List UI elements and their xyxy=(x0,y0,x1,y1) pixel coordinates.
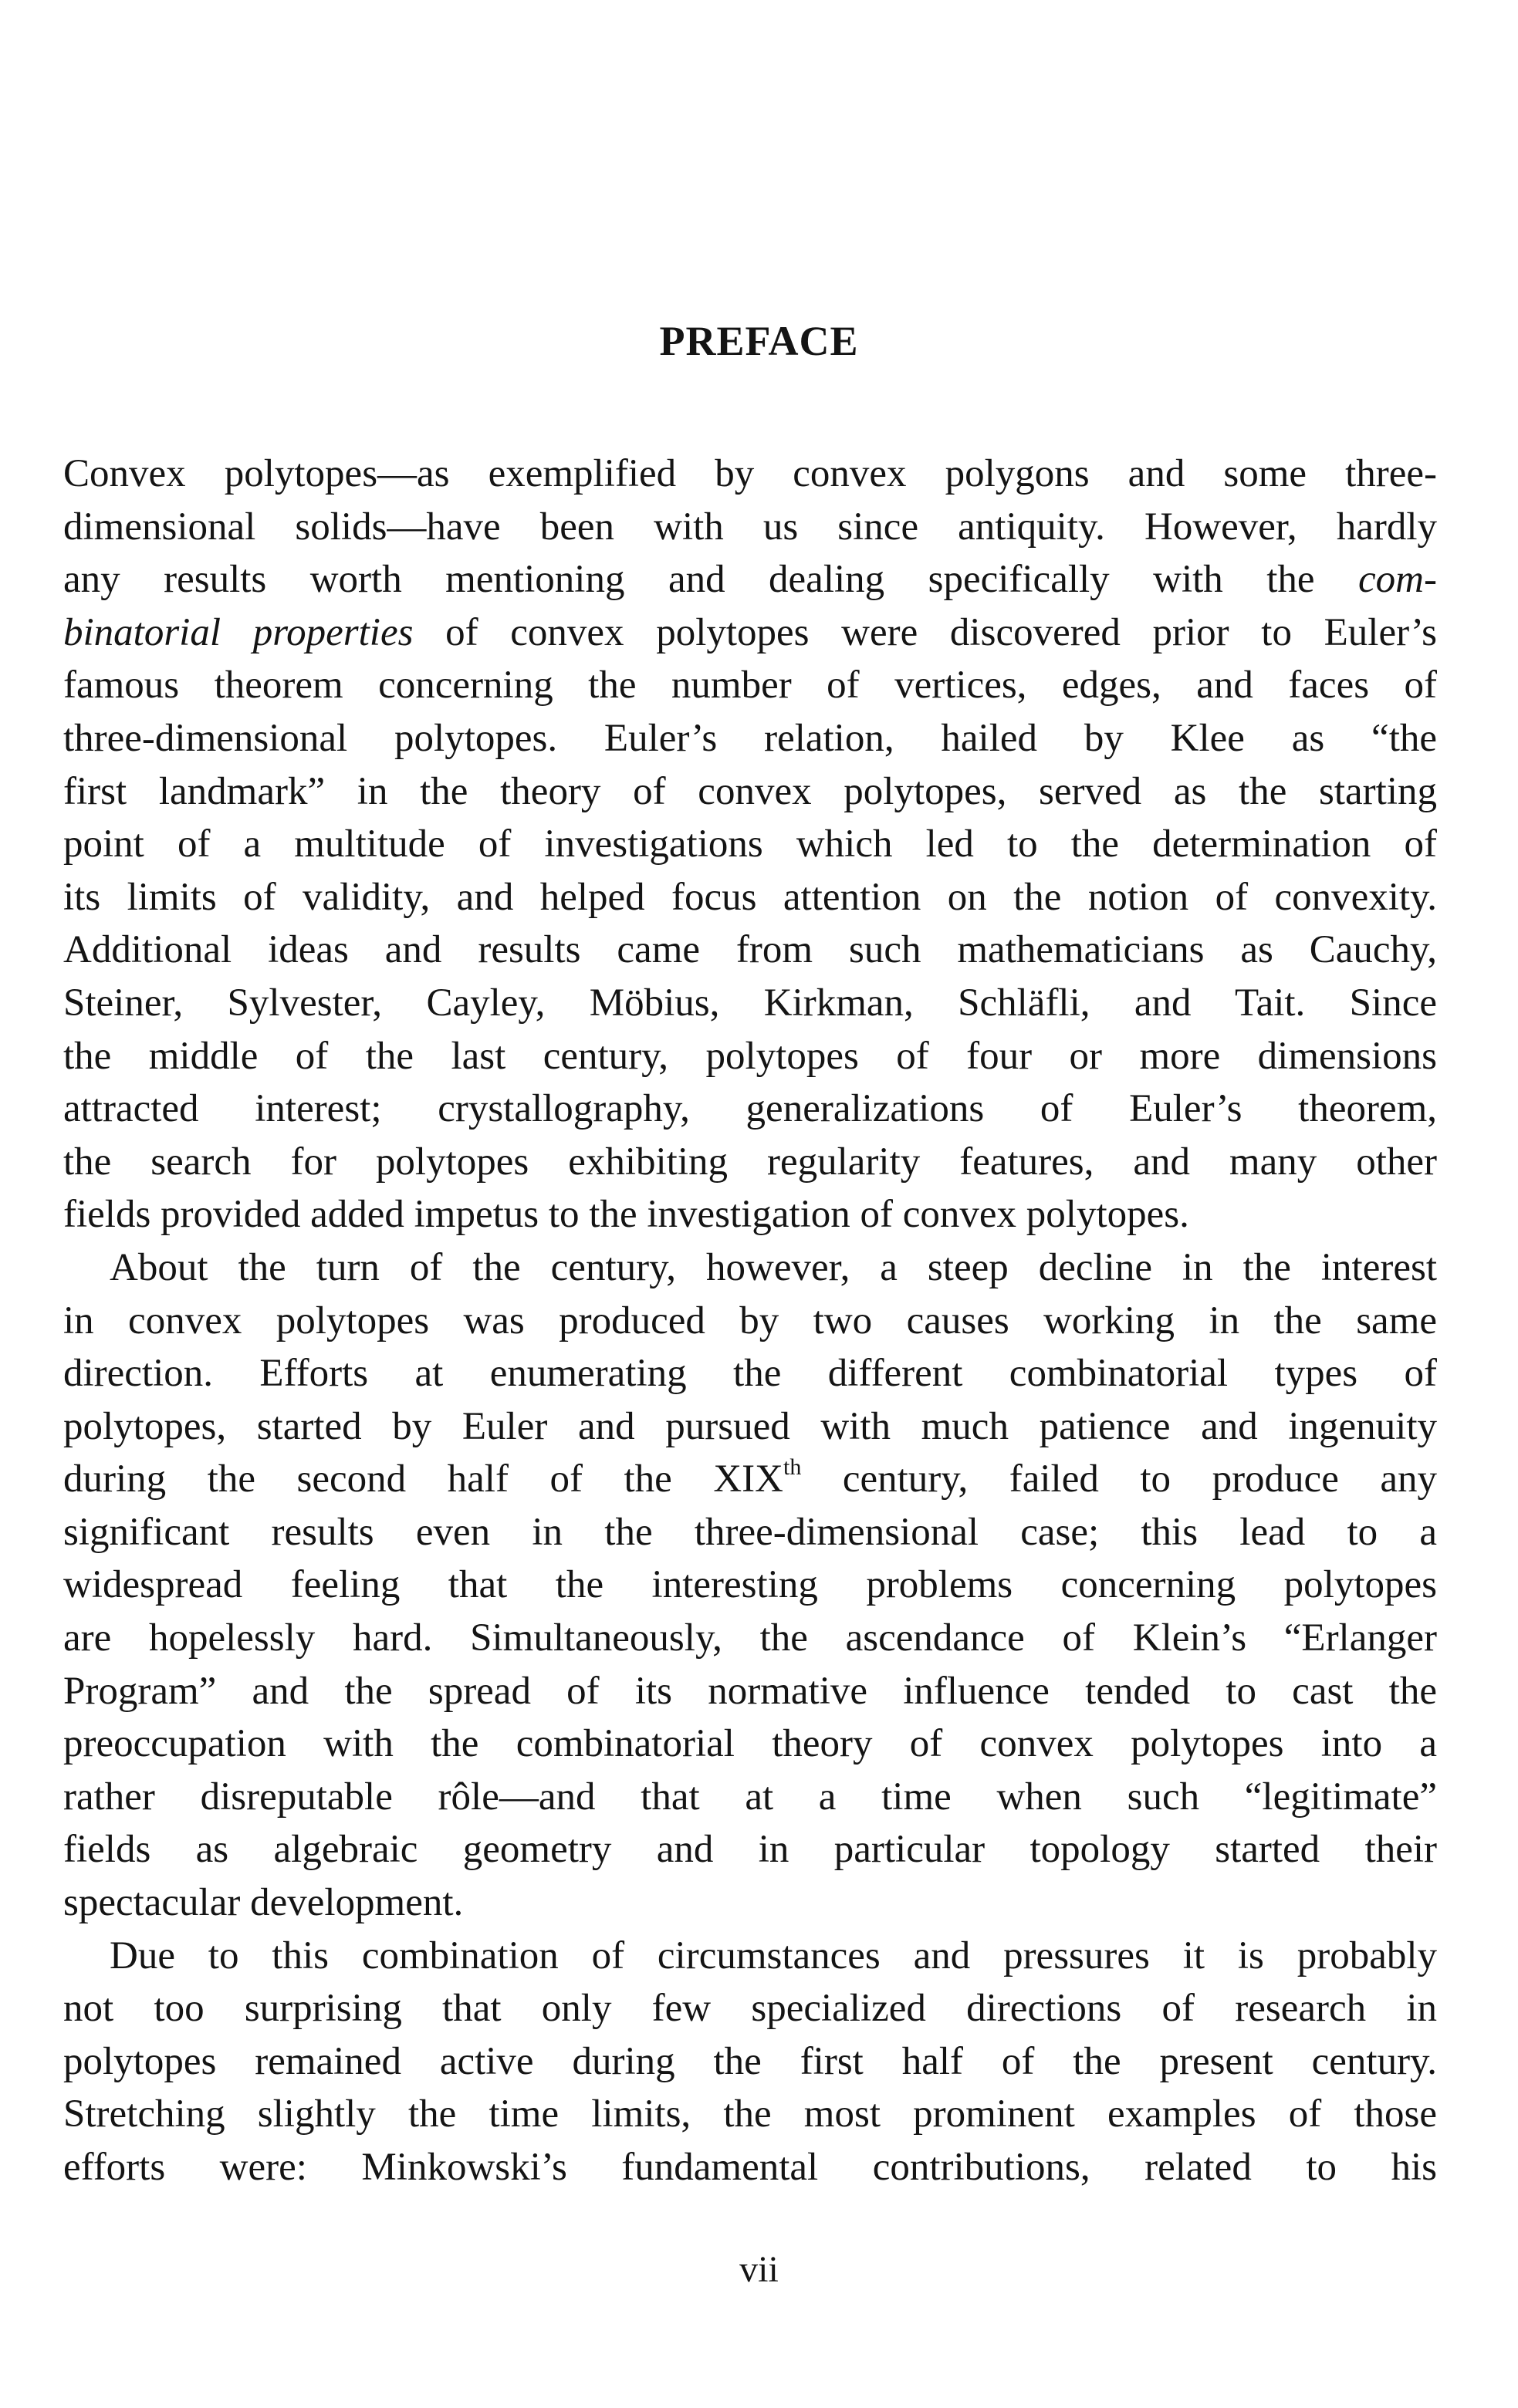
text-line: Stretching slightly the time limits, the most prominent examples of those xyxy=(63,2092,1437,2136)
text-line: Due to this combination of circumstances and pressures it is probably xyxy=(110,1933,1437,1977)
text-line: spectacular development. xyxy=(63,1881,464,1925)
text-line: famous theorem concerning the number of vertices, edges, and faces of xyxy=(63,664,1437,708)
text-line: any results worth mentioning and dealing specifically with the com- xyxy=(63,558,1437,602)
text-line: Convex polytopes—as exemplified by convex polygons and some three- xyxy=(63,452,1437,495)
italic-term: binatorial properties xyxy=(63,610,414,654)
text-line: its limits of validity, and helped focus attention on the notion of convexity. xyxy=(63,875,1437,919)
text-line: Program” and the spread of its normative influence tended to cast the xyxy=(63,1669,1437,1713)
text-line: significant results even in the three-dimensional case; this lead to a xyxy=(63,1510,1437,1554)
text-line: binatorial properties of convex polytopes were discovered prior to Euler’s xyxy=(63,610,1437,654)
text-line: dimensional solids—have been with us since antiquity. However, hardly xyxy=(63,505,1437,549)
italic-term: com- xyxy=(1358,558,1437,602)
text-line: About the turn of the century, however, a steep decline in the interest xyxy=(110,1245,1437,1289)
text-line: direction. Efforts at enumerating the different combinatorial types of xyxy=(63,1352,1437,1396)
text-line: widespread feeling that the interesting problems concerning polytopes xyxy=(63,1563,1437,1607)
text-line: are hopelessly hard. Simultaneously, the ascendance of Klein’s “Erlanger xyxy=(63,1616,1437,1660)
text-line: point of a multitude of investigations which led to the determination of xyxy=(63,822,1437,866)
text-line: the middle of the last century, polytopes of four or more dimensions xyxy=(63,1034,1437,1078)
page-title: PREFACE xyxy=(659,318,859,364)
text-line: the search for polytopes exhibiting regularity features, and many other xyxy=(63,1140,1437,1184)
text-line: Additional ideas and results came from such mathematicians as Cauchy, xyxy=(63,928,1437,972)
text-line: fields as algebraic geometry and in particular topology started their xyxy=(63,1828,1437,1872)
text-line: not too surprising that only few specialized directions of research in xyxy=(63,1987,1437,2031)
text-line: first landmark” in the theory of convex polytopes, served as the starting xyxy=(63,769,1437,813)
text-line: polytopes, started by Euler and pursued with much patience and ingenuity xyxy=(63,1404,1437,1448)
text-line: rather disreputable rôle—and that at a time when such “legitimate” xyxy=(63,1775,1437,1819)
text-line: in convex polytopes was produced by two causes working in the same xyxy=(63,1299,1437,1342)
page-number: vii xyxy=(739,2249,779,2290)
body-text xyxy=(63,447,1437,2194)
text-line: fields provided added impetus to the investigation of convex polytopes. xyxy=(63,1193,1189,1237)
text-line: three-dimensional polytopes. Euler’s relation, hailed by Klee as “the xyxy=(63,716,1437,760)
text-line: preoccupation with the combinatorial theory of convex polytopes into a xyxy=(63,1722,1437,1766)
text-line: efforts were: Minkowski’s fundamental contributions, related to his xyxy=(63,2146,1437,2189)
text-line: polytopes remained active during the first half of the present century. xyxy=(63,2039,1437,2083)
text-line: Steiner, Sylvester, Cayley, Möbius, Kirkman, Schläfli, and Tait. Since xyxy=(63,981,1437,1025)
text-line: during the second half of the XIXth century, failed to produce any xyxy=(63,1454,1437,1501)
text-line: attracted interest; crystallography, generalizations of Euler’s theorem, xyxy=(63,1087,1437,1131)
